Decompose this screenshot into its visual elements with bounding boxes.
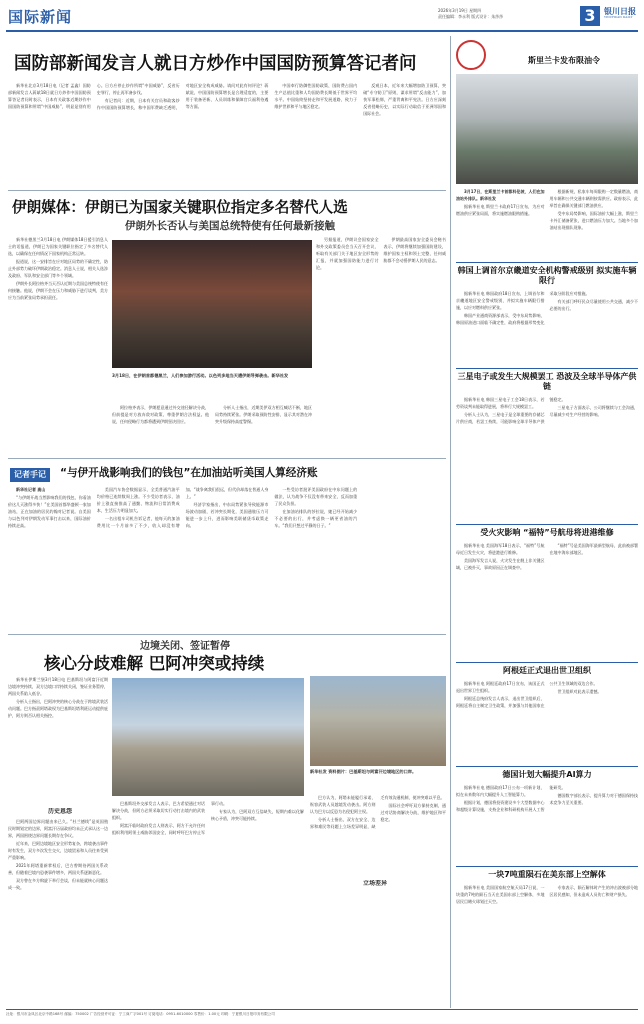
issue-date: 2026年3月19日 星期四 (438, 8, 482, 13)
article-4-body-left (8, 676, 108, 804)
divider (8, 634, 446, 635)
r4-p1: 据新华社电 美国海军18日表示，“福特”号航母近日发生火灾，将进港进行维修。 (456, 543, 545, 555)
article-4-stance (310, 794, 446, 1008)
article-4-p5: 专家认为，巴阿双方互信缺失，短期内难以化解核心矛盾，冲突可能持续。 (211, 809, 304, 821)
r7-p1: 据新华社电 美国国家航空航天局17日说，一块重约7吨的陨石当天在美国东部上空解体，多地居民目睹火球划过天空。 (456, 885, 545, 904)
r2-title: 韩国上调首尔京畿道安全机构警戒级别 拟实施车辆限行 (457, 266, 637, 285)
article-3-p5: 经济学家指出，中东局势紧张导致能源市场波动加剧，若冲突长期化，美国通胀压力可能进一步上升，进而影响美联储货币政策走向。 (185, 502, 269, 528)
article-3-p6: 一些受访者批评美国政府在中东问题上的做法，认为战争不仅没有带来安全，反而加重了民众负担。 (274, 487, 358, 506)
article-4-h2: 近年来，巴阿边境地区安全形势复杂，跨境袭击事件时有发生，双方多次发生交火，边境贸易和人员往来受到严重影响。 (8, 841, 108, 860)
r5-p1: 据新华社电 阿根廷政府17日宣布，该国正式退出世界卫生组织。 (456, 681, 545, 693)
r4-p3: “福特”号是美国海军最新型航母，此前被部署在地中海东部地区。 (549, 543, 638, 555)
r5-headline: 阿根廷正式退出世卫组织 (503, 666, 591, 675)
article-4-h4: 双方曾在多方斡旋下举行会谈，但未能就核心问题达成一致。 (8, 878, 108, 890)
article-4-s1: 巴方认为，阿塔未能履行承诺，纵容武装人员越境发动袭击。阿方则认为巴方以反恐为名侵犯阿主权。 (310, 795, 376, 814)
divider (8, 458, 446, 459)
paper-name: 银川日报 (604, 6, 636, 16)
article-3-label: 记者手记 (10, 468, 50, 482)
r2-headline (456, 266, 638, 286)
article-4-kicker: 边境关闭、签证暂停 (140, 641, 230, 652)
r3-headline (456, 372, 638, 392)
editor-credits: 责任编辑：李永利 版式设计：朱莎莎 (438, 14, 504, 19)
article-4-subhead-stance: 立场差异 (362, 880, 387, 887)
article-4-h1: 巴阿两国边界问题由来已久。“杜兰德线”是英国殖民时期划定的边界，阿富汗历届政府均未正式承认这一边界，两国围绕边界问题长期存在争议。 (8, 819, 108, 838)
article-3-headline: “与伊开战影响我们的钱包”在加油站听美国人算经济账 (60, 467, 318, 479)
article-4-photo-caption: 新华社发 资料图片：巴基斯坦与阿富汗边境地区的口岸。 (310, 769, 417, 774)
article-4-subhead-history: 历史恩怨 (47, 808, 72, 815)
r3-p2: 分析人士认为，三星电子是全球重要的存储芯片供应商，若罢工持续，可能影响全球半导体产供链稳定。 (456, 397, 566, 424)
r7-body (456, 884, 638, 1006)
r4-body (456, 542, 638, 658)
r6-headline: 德国计划大幅提升AI算力 (502, 770, 592, 779)
r6-p2: 根据计划，德国将投资建设多个大型数据中心和超级计算设施，支持企业和科研机构开展人工智能研发。 (456, 785, 566, 812)
article-2-p3: 伊朗外长阿拉格齐当天否认近期与美国总统特使有任何接触。他说，伊朗不会在压力和威胁下进行谈判，美方应为当前紧张局势承担责任。 (8, 281, 108, 300)
r1-p3: 受中东局势影响，国际油价大幅上涨，斯里兰卡外汇储备紧张，进口燃油压力加大。当地多个加油站出现排队现象。 (549, 211, 638, 230)
r1-headline: 斯里兰卡发布限油令 (528, 56, 600, 65)
divider (456, 766, 638, 767)
r3-title: 三星电子或发生大规模罢工 恐波及全球半导体产供链 (457, 372, 637, 391)
issue-meta (438, 8, 578, 20)
article-4-body-middle (112, 800, 304, 1008)
article-4-p3: 巴基斯坦外交部发言人表示，巴方希望通过对话解决分歧，但阿方必须采取切实行动打击境内的武装组织。 (112, 801, 205, 820)
article-3-body (8, 486, 446, 630)
paper-logo (604, 6, 644, 20)
r1-photo (456, 74, 638, 184)
article-1-headline: 国防部新闻发言人就日方炒作中国国防预算答记者问 (14, 54, 417, 74)
column-divider (450, 36, 451, 1008)
article-3-byline: 新华社记者 高山 (16, 487, 46, 492)
article-2-photo (112, 240, 312, 368)
sidebar-emblem (456, 40, 486, 70)
article-2-body-left (8, 236, 108, 454)
article-1-body (8, 82, 446, 186)
article-1-p3: 中国奉行防御性国防政策，国防费占国内生产总值比重和人均国防费长期低于世界平均水平。中国始终坚持走和平发展道路，致力于维护世界和平与地区稳定。 (274, 83, 358, 109)
header-rule (6, 30, 638, 32)
r6-p1: 据新华社电 德国政府17日公布一项新计划，拟在未来数年内大幅提升人工智能算力。 (456, 785, 545, 797)
r1-caption: 3月17日，在斯里兰卡首都科伦坡，人们在加油站外排队。新华社发 (456, 189, 545, 201)
article-4-s2: 分析人士指出，双方在安全、边界和难民等问题上立场差异明显，缺乏有效沟通机制，使冲突难以平息。 (310, 795, 445, 829)
article-4-s3: 国际社会呼吁双方保持克制，通过对话协商解决分歧，维护地区和平稳定。 (380, 803, 446, 822)
article-1-p2: 有记者问：近期，日本有关官员和政客炒作中国国防预算增长，称中国军费缺乏透明，对地区安全构成威胁。请问对此有何评论？蒋斌说，中国国防预算增长是合理适度的，主要用于装备更新、人员训练和保障官兵福利待遇等方面。 (96, 83, 269, 110)
divider (456, 866, 638, 867)
article-4-headline: 核心分歧难解 巴阿冲突或持续 (44, 654, 265, 673)
article-3-p4: 一名出租车司机告诉记者，他每天的加油费用比一个月前多了不少，收入却没有增加。“战争离我们很远，但代价却落在普通人身上。” (96, 487, 269, 528)
article-4-h3: 2021年阿塔重新掌权后，巴方曾期待两国关系改善，但随着巴境内恐袭事件增多，两国关系逐渐恶化。 (8, 863, 108, 875)
article-1-p1: 新华社北京3月18日电（记者 孟鑫）国防部新闻发言人蒋斌18日就日方炒作中国国防预算答记者问时表示，日本有关政客近期炒作中国国防预算和所谓“中国威胁”，明显是别有用心。日方应停止炒作所谓“中国威胁”，反省历史罪行，停止再军备步伐。 (8, 83, 180, 109)
r5-p3: 世卫组织对此表示遗憾。 (557, 689, 602, 694)
footer-rule (6, 1009, 638, 1010)
divider (456, 524, 638, 525)
r7-p2: 专家表示，陨石解体时产生的冲击波被部分地区居民感知，但未造成人员伤亡和财产损失。 (549, 885, 638, 897)
r2-p1: 据新华社电 韩国政府18日宣布，上调首尔和京畿道地区安全警戒级别，并拟实施车辆限行措施，以应对燃料供应紧张。 (456, 291, 545, 310)
article-4-p1: 新华社伊斯兰堡3月18日电 巴基斯坦与阿富汗近期边境冲突持续，双方边境口岸持续关闭，签证业务暂停，两国关系陷入低谷。 (8, 677, 108, 696)
article-2-p6: 另据报道，伊朗议会国家安全和外交政策委员会当天召开会议，听取有关部门关于地区安全形势的汇报，并就加强国防能力进行讨论。 (316, 237, 379, 270)
r4-headline: 受火灾影响 “福特”号航母将进港维修 (480, 528, 614, 537)
r2-p3: 有关部门呼吁民众尽量使用公共交通，减少不必要的出行。 (549, 299, 638, 311)
divider (456, 262, 638, 263)
page-number: 3 (580, 6, 600, 26)
paper-name-en: YINCHUAN DAILY (604, 15, 633, 20)
divider (8, 190, 446, 191)
r6-body (456, 784, 638, 862)
article-2-p1: 新华社德黑兰3月18日电 伊朗媒体18日援引消息人士的话报道，伊朗已为国家关键职位指定了多名替代人选，以确保在任何情况下国家机构正常运转。 (8, 237, 108, 256)
article-1-p4: 反观日本，近年来大幅增加防卫预算，突破“专守防卫”原则，谋求所谓“反击能力”，加快军事松绑，严重背离和平宪法。日方应深刻反省侵略历史，以实际行动取信于亚洲邻国和国际社会。 (363, 83, 446, 116)
r4-p2: 美国海军发言人说，火灾发生在舰上非关键区域，已被扑灭，事故原因正在调查中。 (456, 558, 545, 570)
article-2-p4: 阿拉格齐表示，伊朗愿意通过外交途径解决分歧，但前提是对方放弃敌对政策、尊重伊朗合法权益。他说，任何侵略行为都将遭到伊朗坚决回应。 (112, 405, 209, 424)
r6-p3: 德国数字部长表示，提升算力对于德国保持技术竞争力至关重要。 (549, 793, 638, 805)
r2-body (456, 290, 638, 364)
article-2-body-right (316, 236, 446, 454)
article-2-p7: 伊朗最高国家安全委员会秘书表示，伊朗将继续加强国防建设，维护国家主权和领土完整，任何威胁都不会动摇伊朗人民的意志。 (383, 237, 446, 263)
article-2-p5: 分析人士指出，近期美伊双方相互喊话不断，地区局势持续紧张。伊朗采取预防性安排，显示其对潜在冲突升级保持高度警惕。 (215, 405, 312, 424)
article-3-p3: 美国汽车协会数据显示，全美普通汽油平均价格已连续数周上涨。不少受访者表示，油价上涨直接推高了通勤、物流和日常消费成本，生活压力明显加大。 (96, 487, 180, 513)
article-2-photo-caption: 3月18日，在伊朗首都德黑兰，人们参加游行活动。以色列多地当天遭伊朗导弹袭击。新华社发 (112, 373, 289, 378)
article-3-p2: “与伊朗开战当然影响我们的钱包，你看油价这几天涨得多快！”在美国首都华盛顿一家加油站，正在加油的居民约翰对记者说。自美国与以色列对伊朗发动军事打击以来，国际油价持续走高。 (8, 495, 91, 528)
r1-p1: 据新华社电 斯里兰卡政府17日宣布，为应对燃油供应紧张局面，将实施燃油限购措施。 (456, 204, 545, 216)
r5-body (456, 680, 638, 764)
footer-info: 社址：银川市金凤区北京中路168号 邮编：750002 广告经营许可证：宁工商广字001号 订阅电话：0951-6010000 零售价：1.00元 印刷：宁夏银川日报印务有限公司 (6, 1012, 275, 1016)
article-3-p7: 在加油站排队的莎拉说，她已经开始减少不必要的出行，并考虑换一辆更省油的汽车。“我们只想过平静的日子。” (274, 509, 358, 528)
r1-p2: 根据新规，私家车每周限购一定数量燃油，商用车辆和公共交通车辆则按需供应。政府表示，此举旨在确保关键部门燃油供应。 (549, 189, 638, 208)
divider (456, 368, 638, 369)
section-title: 国际新闻 (8, 8, 73, 26)
article-4-photo-2 (310, 676, 446, 766)
article-4-p4: 阿富汗临时政府发言人则表示，阿方不允许任何组织利用阿领土威胁邻国安全，同时呼吁巴方停止军事行动。 (112, 801, 227, 835)
r2-p2: 韩国产业通商资源部表示，受中东局势影响，韩国原油进口面临不确定性，政府将根据形势变化采取分阶段应对措施。 (456, 291, 590, 325)
r1-body (456, 188, 638, 258)
article-2-p2: 报道说，这一安排旨在应对地区局势的不确定性，防止外部势力破坏伊朗政治稳定。消息人士说，相关人选涉及政府、军队和安全部门等多个领域。 (8, 259, 108, 278)
r3-p1: 据新华社电 韩国三星电子工会18日表示，若劳资谈判未能取得进展，将举行大规模罢工。 (456, 397, 545, 409)
divider (456, 662, 638, 663)
article-4-p2: 分析人士指出，巴阿冲突的核心分歧在于跨境武装活动问题。巴方指责阿塔政权为巴基斯坦塔利班运动提供庇护，阿方则否认相关指控。 (8, 699, 108, 718)
article-4-photo (112, 678, 304, 796)
r3-p3: 三星电子方面表示，公司将继续与工会沟通，尽量减少对生产经营的影响。 (549, 405, 638, 417)
article-2-subtitle: 伊朗外长否认与美国总统特使有任何最新接触 (125, 220, 335, 232)
r7-headline: 一块7吨重陨石在美东部上空解体 (488, 870, 606, 879)
article-2-headline: 伊朗媒体：伊朗已为国家关键职位指定多名替代人选 (12, 199, 348, 216)
r3-body (456, 396, 638, 520)
article-4-history (8, 818, 108, 1008)
r5-p2: 阿根廷总统府发言人表示，退出世卫组织后，阿根廷将自主制定卫生政策，并加强与其他国家在公共卫生领域的双边合作。 (456, 681, 598, 708)
article-2-body-middle (112, 404, 312, 454)
